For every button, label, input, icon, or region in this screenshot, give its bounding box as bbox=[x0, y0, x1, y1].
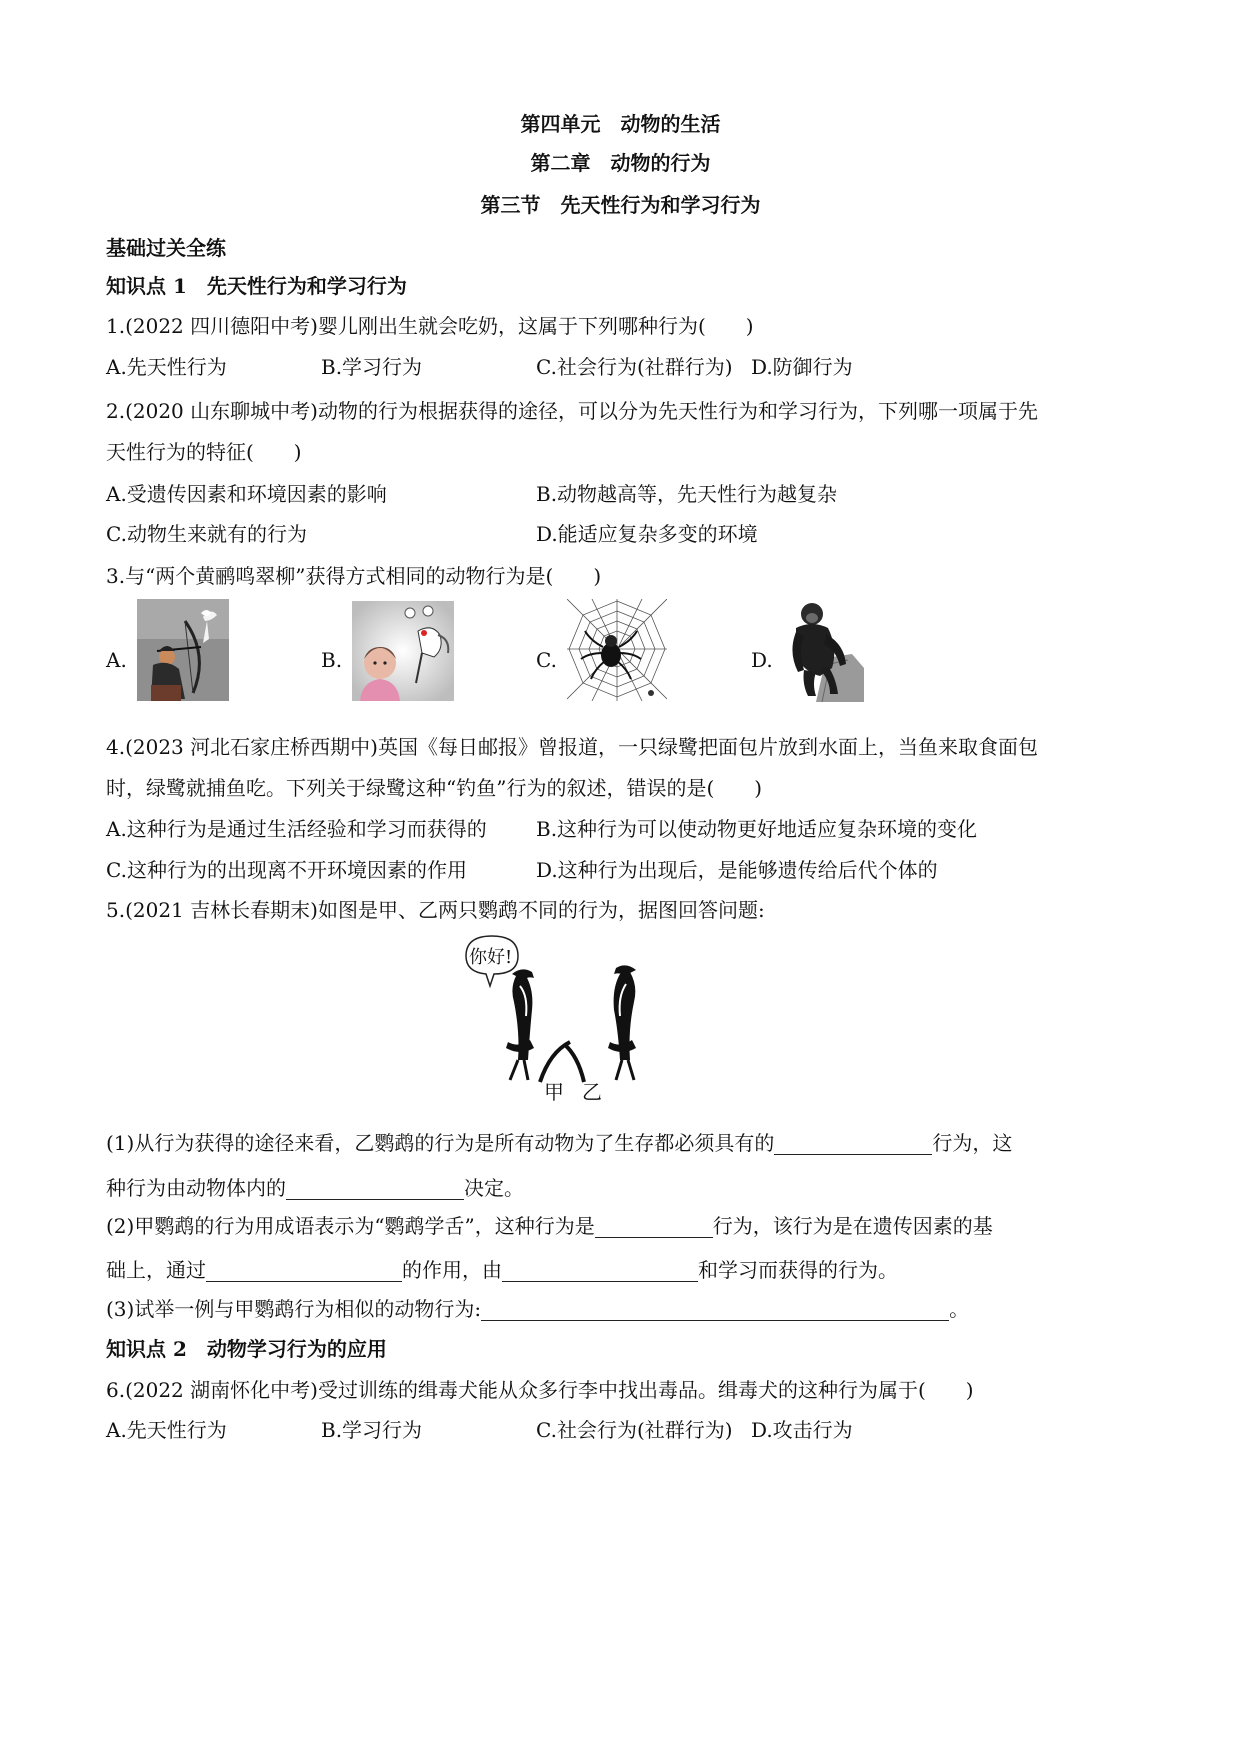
unit-heading: 第四单元 动物的生活 bbox=[520, 112, 721, 136]
spider-web-image bbox=[567, 599, 667, 701]
q5-part3-text-b: 。 bbox=[949, 1297, 970, 1321]
knowledge-point-2: 知识点 2 动物学习行为的应用 bbox=[106, 1337, 387, 1361]
q3-option-c: C. bbox=[536, 648, 557, 672]
q5-blank-4[interactable] bbox=[206, 1261, 402, 1282]
q4-option-c: C.这种行为的出现离不开环境因素的作用 bbox=[106, 858, 467, 882]
q6-option-c: C.社会行为(社群行为) bbox=[536, 1418, 733, 1442]
q4-option-b: B.这种行为可以使动物更好地适应复杂环境的变化 bbox=[536, 817, 978, 841]
q6-stem: 6.(2022 湖南怀化中考)受过训练的缉毒犬能从众多行李中找出毒品。缉毒犬的这种行为属于( ) bbox=[106, 1378, 974, 1402]
q5-part1-line2 bbox=[106, 1176, 524, 1200]
speech-bubble-text: 你好! bbox=[469, 947, 513, 968]
q4-option-a: A.这种行为是通过生活经验和学习而获得的 bbox=[106, 817, 487, 841]
q5-stem: 5.(2021 吉林长春期末)如图是甲、乙两只鹦鹉不同的行为，据图回答问题: bbox=[106, 898, 765, 922]
q4-option-d: D.这种行为出现后，是能够遗传给后代个体的 bbox=[536, 858, 938, 882]
q5-part2-text-e: 和学习而获得的行为。 bbox=[698, 1258, 898, 1282]
q6-option-d: D.攻击行为 bbox=[751, 1418, 853, 1442]
q4-stem-line2: 时，绿鹭就捕鱼吃。下列关于绿鹭这种“钓鱼”行为的叙述，错误的是( ) bbox=[106, 776, 763, 800]
q5-blank-5[interactable] bbox=[502, 1261, 698, 1282]
q1-stem: 1.(2022 四川德阳中考)婴儿刚出生就会吃奶，这属于下列哪种行为( ) bbox=[106, 314, 754, 338]
q3-option-b: B. bbox=[321, 648, 343, 672]
q3-option-a: A. bbox=[106, 648, 127, 672]
q5-part1-text-d: 决定。 bbox=[464, 1176, 524, 1200]
q5-part2-text-c: 础上，通过 bbox=[106, 1258, 206, 1282]
child-with-parrot-image bbox=[352, 601, 454, 701]
practice-title: 基础过关全练 bbox=[106, 236, 226, 260]
chimpanzee-image bbox=[782, 598, 864, 702]
q5-blank-2[interactable] bbox=[286, 1179, 464, 1200]
q2-option-d: D.能适应复杂多变的环境 bbox=[536, 522, 758, 546]
chapter-heading: 第二章 动物的行为 bbox=[530, 151, 711, 175]
q1-option-a: A.先天性行为 bbox=[106, 355, 227, 379]
label-jia: 甲 bbox=[544, 1080, 564, 1104]
q5-blank-3[interactable] bbox=[595, 1217, 713, 1238]
q3-option-d: D. bbox=[751, 648, 773, 672]
section-heading: 第三节 先天性行为和学习行为 bbox=[480, 193, 761, 217]
label-yi: 乙 bbox=[582, 1080, 602, 1104]
q2-option-a: A.受遗传因素和环境因素的影响 bbox=[106, 482, 387, 506]
q4-stem-line1: 4.(2023 河北石家庄桥西期中)英国《每日邮报》曾报道，一只绿鹭把面包片放到水面上，当鱼来取食面包 bbox=[106, 735, 1038, 759]
q2-stem-line1: 2.(2020 山东聊城中考)动物的行为根据获得的途径，可以分为先天性行为和学习行为，下列哪一项属于先 bbox=[106, 399, 1038, 423]
q1-option-d: D.防御行为 bbox=[751, 355, 853, 379]
q5-blank-6[interactable] bbox=[481, 1300, 949, 1321]
q2-option-b: B.动物越高等，先天性行为越复杂 bbox=[536, 482, 838, 506]
archer-shooting-bird-image bbox=[137, 599, 229, 701]
q5-part1-text-a: (1)从行为获得的途径来看，乙鹦鹉的行为是所有动物为了生存都必须具有的 bbox=[106, 1131, 775, 1155]
q3-stem: 3.与“两个黄鹂鸣翠柳”获得方式相同的动物行为是( ) bbox=[106, 564, 602, 588]
q5-part2-text-a: (2)甲鹦鹉的行为用成语表示为“鹦鹉学舌”，这种行为是 bbox=[106, 1214, 595, 1238]
knowledge-point-1: 知识点 1 先天性行为和学习行为 bbox=[106, 274, 407, 298]
q5-part1-text-c: 种行为由动物体内的 bbox=[106, 1176, 286, 1200]
q6-option-b: B.学习行为 bbox=[321, 1418, 423, 1442]
q5-part3-line bbox=[106, 1297, 969, 1321]
q5-part2-text-d: 的作用，由 bbox=[402, 1258, 502, 1282]
q5-part2-line1 bbox=[106, 1214, 993, 1238]
q5-blank-1[interactable] bbox=[774, 1134, 932, 1155]
q6-option-a: A.先天性行为 bbox=[106, 1418, 227, 1442]
q5-part1-text-b: 行为，这 bbox=[932, 1131, 1013, 1155]
q5-part2-text-b: 行为，该行为是在遗传因素的基 bbox=[712, 1214, 993, 1238]
q5-part1-line1 bbox=[106, 1131, 1012, 1155]
q5-part3-text-a: (3)试举一例与甲鹦鹉行为相似的动物行为: bbox=[106, 1297, 482, 1321]
q2-stem-line2: 天性行为的特征( ) bbox=[106, 440, 302, 464]
q1-option-c: C.社会行为(社群行为) bbox=[536, 355, 733, 379]
q5-part2-line2 bbox=[106, 1258, 898, 1282]
q1-option-b: B.学习行为 bbox=[321, 355, 423, 379]
q2-option-c: C.动物生来就有的行为 bbox=[106, 522, 307, 546]
